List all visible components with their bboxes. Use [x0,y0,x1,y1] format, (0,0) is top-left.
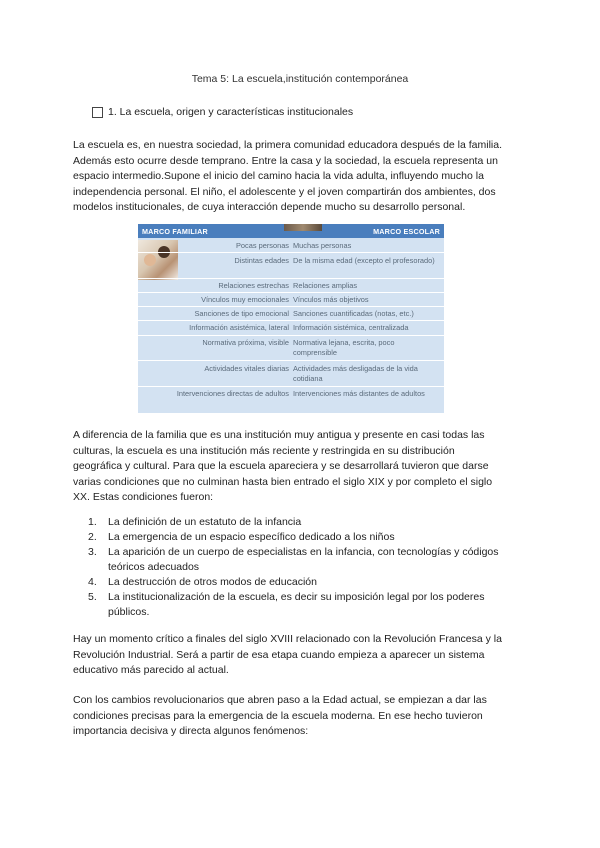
figure-cell-left: Pocas personas [236,241,289,250]
list-text: La aparición de un cuerpo de especialistas en la infancia, con tecnologías y códigos teóricos adecuados [108,546,499,573]
section-heading [92,106,353,118]
figure-divider [138,252,444,253]
list-item [88,515,499,530]
paragraph-conditions-intro [73,428,533,506]
list-item [88,545,499,575]
paragraph-line: Revolución Industrial. Será a partir de esa etapa cuando empieza a aparecer un sistema [73,648,485,661]
family-photo [138,240,178,280]
list-number: 5. [88,591,97,603]
paragraph-line: La escuela es, en nuestra sociedad, la primera comunidad educadora después de la familia. [73,139,503,151]
figure-cell-left: Sanciones de tipo emocional [194,309,289,318]
figure-header [138,224,444,238]
figure-cell-left: Relaciones estrechas [218,281,289,290]
header-photo-strip [284,224,322,231]
paragraph-line: modelos institucionales, de cuya interacción depende mucho su desarrollo personal. [73,201,466,214]
figure-cell-right: Sanciones cuantificadas (notas, etc.) [293,309,414,318]
paragraph-line: independencia personal. El niño, el adolescente y el joven compartirán dos ambientes, dos [73,185,496,198]
list-text: La definición de un estatuto de la infancia [108,516,302,528]
list-number: 3. [88,546,97,558]
list-item [88,590,499,620]
figure-divider [138,320,444,321]
figure-divider [138,306,444,307]
paragraph-line: geográfica y cultural. Para que la escuela apareciera y se desarrollará tuvieron que darse [73,460,489,473]
figure-cell-left: Vínculos muy emocionales [201,295,289,304]
figure-header-left: MARCO FAMILIAR [142,227,208,236]
list-text: La emergencia de un espacio específico dedicado a los niños [108,531,395,543]
paragraph-line: culturas, la escuela es una institución más reciente y restringida en su distribución [73,444,455,457]
paragraph-line: educativo más parecido al actual. [73,664,229,677]
paragraph-line: Además esto ocurre desde temprano. Entre la casa y la sociedad, la escuela representa un [73,154,498,167]
figure-cell-left: Distintas edades [234,256,289,265]
figure-cell-left: Información asistémica, lateral [189,323,289,332]
comparison-figure [138,224,444,413]
figure-divider [138,278,444,279]
page-title: Tema 5: La escuela,institución contemporánea [191,73,409,85]
paragraph-line: Hay un momento crítico a finales del siglo XVIII relacionado con la Revolución Francesa y la [73,633,502,645]
figure-cell-left: Intervenciones directas de adultos [176,389,289,398]
figure-cell-right: Actividades más desligadas de la vida cotidiana [293,364,418,383]
figure-divider [138,292,444,293]
paragraph-line: Con los cambios revolucionarios que abren paso a la Edad actual, se empiezan a dar las [73,694,487,706]
figure-cell-right: De la misma edad (excepto el profesorado) [293,256,435,265]
checkbox-icon[interactable] [92,107,103,118]
list-text: La destrucción de otros modos de educación [108,576,317,588]
section-heading-text: 1. La escuela, origen y características institucionales [108,106,354,118]
figure-header-right: MARCO ESCOLAR [373,227,440,236]
list-item [88,530,499,545]
conditions-list [88,515,499,620]
paragraph-intro [73,138,533,216]
paragraph-line: XX. Estas condiciones fueron: [73,491,214,504]
figure-cell-left: Normativa próxima, visible [202,338,289,347]
paragraph-revolutionary-changes [73,693,533,740]
figure-divider [138,360,444,361]
paragraph-line: A diferencia de la familia que es una institución muy antigua y presente en casi todas las [73,429,485,441]
paragraph-line: espacio intermedio.Supone el inicio del camino hacia la vida adulta, influyendo mucho la [73,170,484,183]
paragraph-critical-moment [73,632,533,679]
figure-cell-right: Intervenciones más distantes de adultos [293,389,425,398]
figure-divider [138,335,444,336]
list-number: 4. [88,576,97,588]
paragraph-line: importancia decisiva y directa algunos fenómenos: [73,725,309,738]
figure-cell-left: Actividades vitales diarias [204,364,289,373]
list-number: 1. [88,516,97,528]
figure-cell-right: Relaciones amplias [293,281,358,290]
list-number: 2. [88,531,97,543]
figure-cell-right: Vínculos más objetivos [293,295,369,304]
list-item [88,575,499,590]
paragraph-line: condiciones precisas para la emergencia de la escuela moderna. En ese hecho tuvieron [73,709,483,722]
list-text: La institucionalización de la escuela, es decir su imposición legal por los poderes públicos. [108,591,485,618]
paragraph-line: varias condiciones que no culminan hasta bien entrado el siglo XIX y por completo el siglo [73,475,493,488]
figure-cell-right: Normativa lejana, escrita, poco comprensible [293,338,395,357]
figure-cell-right: Información sistémica, centralizada [293,323,409,332]
figure-cell-right: Muchas personas [293,241,352,250]
figure-divider [138,386,444,387]
